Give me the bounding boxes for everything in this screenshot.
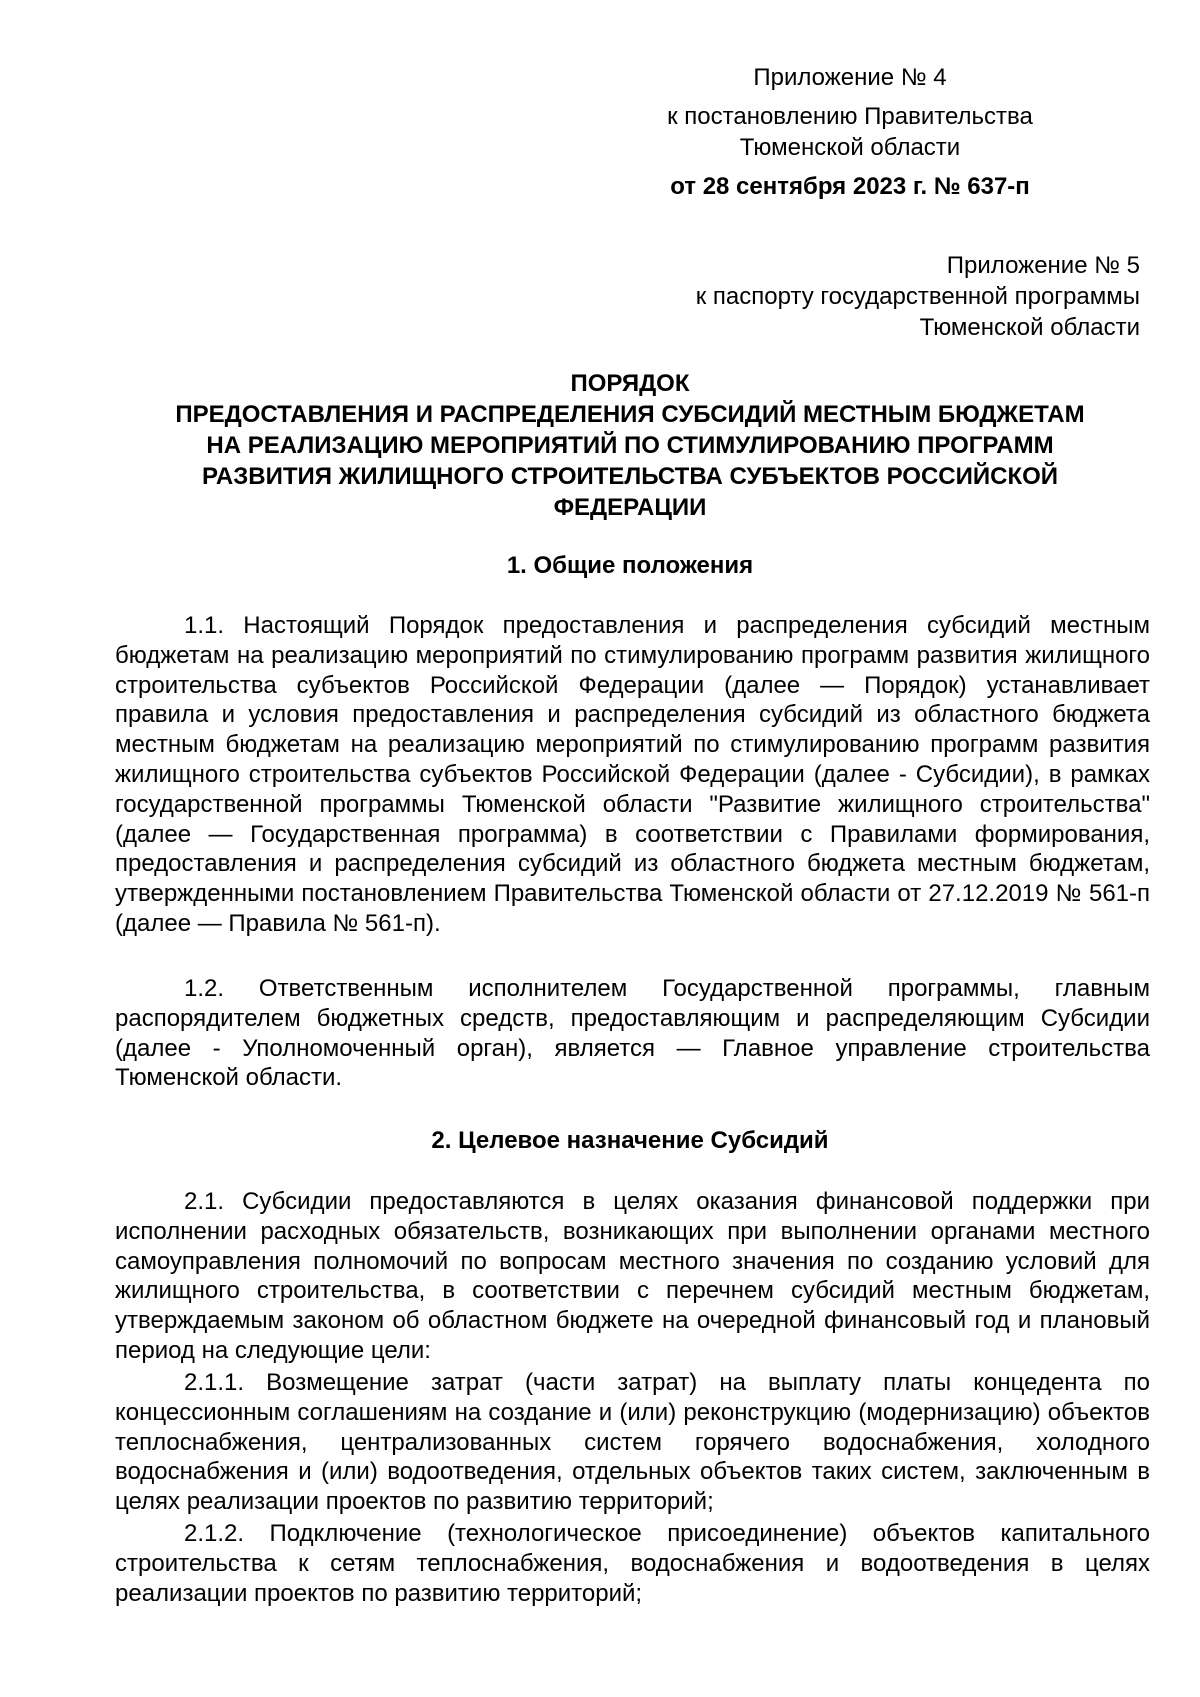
title-line-5: ФЕДЕРАЦИИ <box>553 494 707 521</box>
appendix5-reference: к паспорту государственной программы <box>695 283 1140 310</box>
title-line-1: ПОРЯДОК <box>570 370 690 397</box>
title-line-3: НА РЕАЛИЗАЦИЮ МЕРОПРИЯТИЙ ПО СТИМУЛИРОВАНИЮ ПРОГРАММ <box>206 432 1054 459</box>
title-line-4: РАЗВИТИЯ ЖИЛИЩНОГО СТРОИТЕЛЬСТВА СУБЪЕКТОВ РОССИЙСКОЙ <box>201 463 1059 490</box>
paragraph-1-1: 1.1. Настоящий Порядок предоставления и распределения субсидий местным бюджетам на реализацию мероприятий по стимулированию программ развития жилищного строительства субъектов Российской Федерации (далее — Порядок) устанавливает правила и условия предоставления и распределения субсидий из областного бюджета местным бюджетам на реализацию мероприятий по стимулированию программ развития жилищного строительства субъектов Российской Федерации (далее - Субсидии), в рамках государственной программы Тюменской области "Развитие жилищного строительства" (далее — Государственная программа) в соответствии с Правилами формирования, предоставления и распределения субсидий из областного бюджета местным бюджетам, утвержденными постановлением Правительства Тюменской области от 27.12.2019 № 561-п (далее — Правила № 561-п). <box>115 612 1150 937</box>
appendix4-resolution-date: от 28 сентября 2023 г. № 637-п <box>670 173 1030 200</box>
appendix5-header <box>620 250 1140 343</box>
document-title <box>110 368 1150 523</box>
paragraph-2-1: 2.1. Субсидии предоставляются в целях оказания финансовой поддержки при исполнении расходных обязательств, возникающих при выполнении органами местного самоуправления полномочий по вопросам местного значения по созданию условий для жилищного строительства, в соответствии с перечнем субсидий местным бюджетам, утверждаемым законом об областном бюджете на очередной финансовый год и плановый период на следующие цели: <box>115 1188 1150 1364</box>
appendix4-number: Приложение № 4 <box>753 64 947 91</box>
appendix5-region: Тюменской области <box>919 314 1140 341</box>
paragraph-1-2: 1.2. Ответственным исполнителем Государственной программы, главным распорядителем бюджетных средств, предоставляющим и распределяющим Субсидии (далее - Уполномоченный орган), является — Главное управление строительства Тюменской области. <box>115 975 1150 1092</box>
section1-heading: 1. Общие положения <box>506 552 754 579</box>
appendix4-region: Тюменской области <box>739 134 961 161</box>
appendix5-number: Приложение № 5 <box>946 252 1140 279</box>
section2-heading: 2. Целевое назначение Субсидий <box>431 1127 829 1154</box>
appendix4-header <box>620 62 1080 202</box>
title-line-2: ПРЕДОСТАВЛЕНИЯ И РАСПРЕДЕЛЕНИЯ СУБСИДИЙ МЕСТНЫМ БЮДЖЕТАМ <box>175 401 1085 428</box>
paragraph-2-1-1: 2.1.1. Возмещение затрат (части затрат) на выплату платы концедента по концессионным соглашениям на создание и (или) реконструкцию (модернизацию) объектов теплоснабжения, централизованных систем горячего водоснабжения, холодного водоснабжения и (или) водоотведения, отдельных объектов таких систем, заключенным в целях реализации проектов по развитию территорий; <box>115 1369 1150 1516</box>
appendix4-reference: к постановлению Правительства <box>667 103 1033 130</box>
paragraph-2-1-2: 2.1.2. Подключение (технологическое присоединение) объектов капитального строительства к сетям теплоснабжения, водоснабжения и водоотведения в целях реализации проектов по развитию территорий; <box>115 1520 1150 1607</box>
